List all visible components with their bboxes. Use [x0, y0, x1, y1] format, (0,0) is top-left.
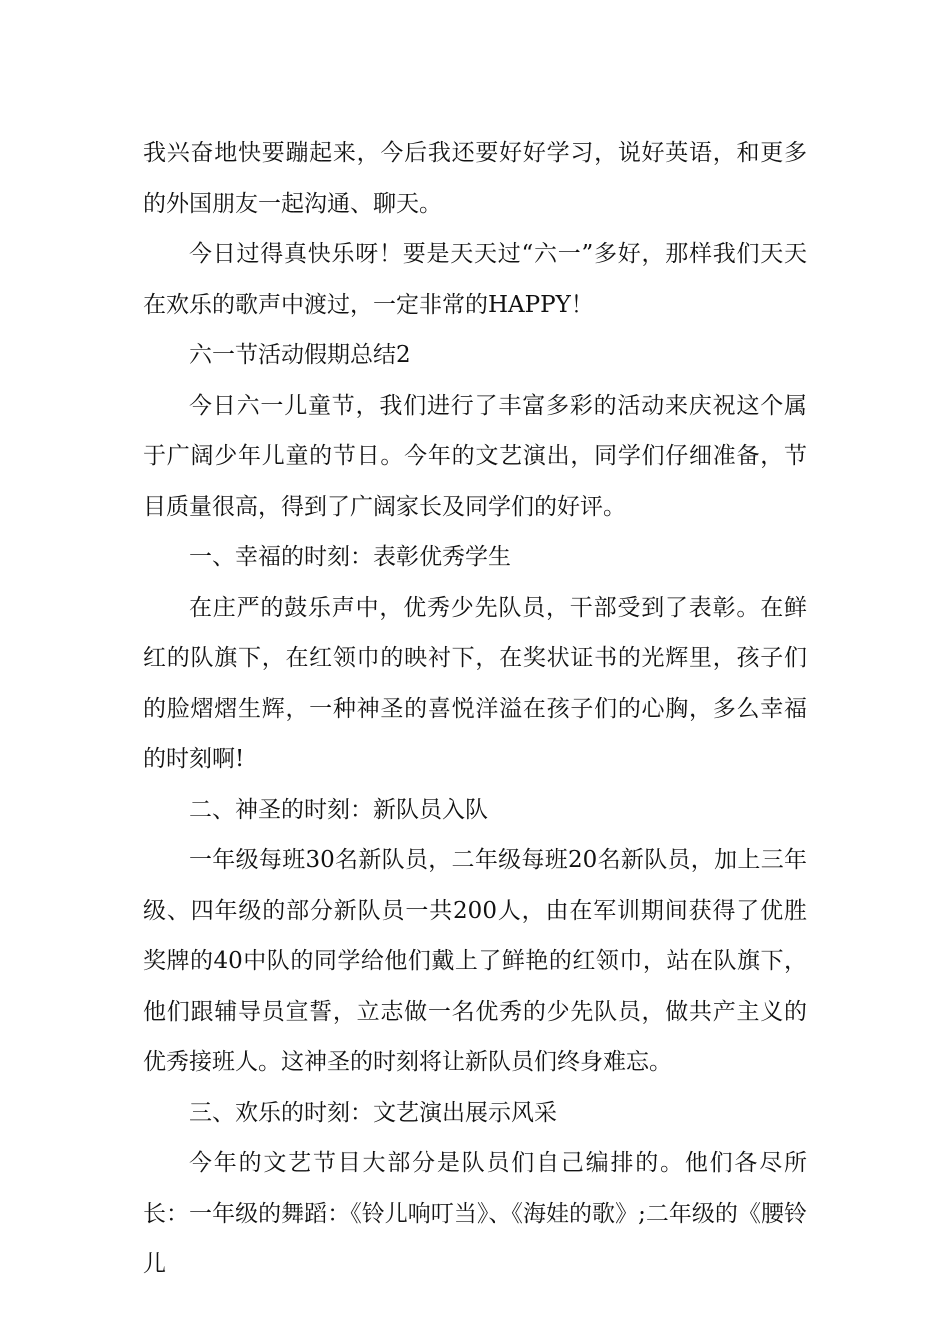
- document-body: [143, 128, 807, 1290]
- section-title-2: 六一节活动假期总结2: [189, 342, 411, 368]
- paragraph-1: 我兴奋地快要蹦起来，今后我还要好好学习，说好英语，和更多的外国朋友一起沟通、聊天。: [143, 140, 807, 217]
- paragraph-6: 今年的文艺节目大部分是队员们自己编排的。他们各尽所长：一年级的舞蹈：《铃儿响叮当》、《海娃的歌》;二年级的《腰铃儿: [143, 1150, 807, 1277]
- paragraph-3: 今日六一儿童节，我们进行了丰富多彩的活动来庆祝这个属于广阔少年儿童的节日。今年的文艺演出，同学们仔细准备，节目质量很高，得到了广阔家长及同学们的好评。: [143, 392, 807, 520]
- heading-happy-moment: 一、幸福的时刻：表彰优秀学生: [189, 544, 511, 570]
- paragraph-4: 在庄严的鼓乐声中，优秀少先队员，干部受到了表彰。在鲜红的队旗下，在红领巾的映衬下，在奖状证书的光辉里，孩子们的脸熠熠生辉，一种神圣的喜悦洋溢在孩子们的心胸，多么幸福的时刻啊!: [143, 594, 807, 772]
- heading-sacred-moment: 二、神圣的时刻：新队员入队: [189, 796, 488, 823]
- paragraph-2: 今日过得真快乐呀！要是天天过“六一”多好，那样我们天天在欢乐的歌声中渡过，一定非常的HAPPY！: [143, 241, 807, 318]
- heading-joyful-moment: 三、欢乐的时刻：文艺演出展示风采: [189, 1099, 557, 1126]
- paragraph-5: 一年级每班30名新队员，二年级每班20名新队员，加上三年级、四年级的部分新队员一共200人，由在军训期间获得了优胜奖牌的40中队的同学给他们戴上了鲜艳的红领巾，站在队旗下，他们跟辅导员宣誓，立志做一名优秀的少先队员，做共产主义的优秀接班人。这神圣的时刻将让新队员们终身难忘。: [143, 847, 807, 1075]
